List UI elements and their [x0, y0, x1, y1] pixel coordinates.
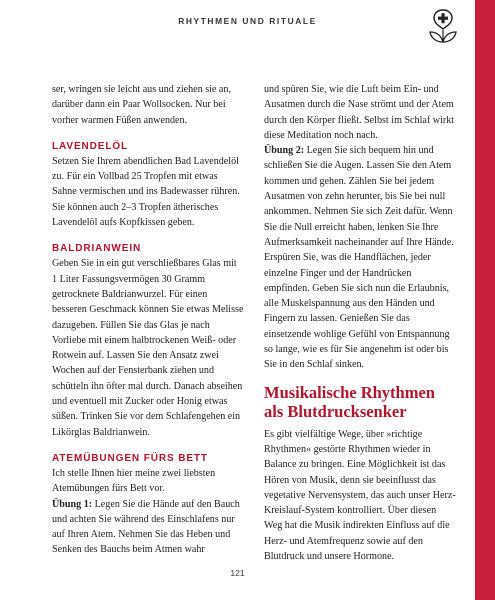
baldrian-paragraph: Geben Sie in ein gut verschließbares Glas mit 1 Liter Fassungsvermögen 30 Gramm getrocknete Baldrianwurzel. Für einen besseren Geschmack können Sie etwas Melisse dazugeben. Füllen Sie das Glas je nach Vorliebe mit einem halbtrockenen Weiß- oder Rotwein auf. Lassen Sie den Ansatz zwei Wochen auf der Fensterbank ziehen und schütteln ihn öfter mal durch. Danach abseihen und eventuell mit Zucker oder Honig etwas süßen. Trinken Sie vor dem Schlafengehen ein Likörglas Baldrianwein. [52, 258, 244, 438]
exercise-1-paragraph [52, 497, 244, 558]
section-paragraph: Es gibt vielfältige Wege, über »richtige Rhythmen« gestörte Rhythmen wieder in Balance zu bringen. Eine Möglichkeit ist das Hören von Musik, denn sie beeinflusst das vegetative Nervensystem, das auch unser Herz-Kreislauf-System kontrolliert. Über diesen Weg hat die Musik indirekten Einfluss auf die Herz- und Atemfrequenz sowie auf den Blutdruck und unsere Hormone. [264, 428, 456, 563]
lavendel-paragraph: Setzen Sie Ihrem abendlichen Bad Lavendelöl zu. Für ein Vollbad 25 Tropfen mit etwas Sahne vermischen und ins Badewasser rühren. Sie können auch 2–3 Tropfen ätherisches Lavendelöl aufs Kopfkissen geben. [52, 155, 240, 229]
page-number: 121 [230, 568, 245, 578]
atem-heading: ATEMÜBUNGEN FÜRS BETT [52, 452, 208, 464]
exercise-1-label: Übung 1: [52, 498, 93, 510]
left-column [52, 82, 244, 558]
exercise-1-text: Legen Sie die Hände auf den Bauch und achten Sie während des Einschlafens nur auf Ihren Atem. Nehmen Sie das Heben und Senken des Bauchs beim Atmen wahr [52, 498, 240, 556]
exercise-1-continuation: und spüren Sie, wie die Luft beim Ein- und Ausatmen durch die Nase strömt und der Atem durch den Körper fließt. Selbst im Schlaf wirkt diese Meditation noch nach. [264, 84, 455, 141]
cross-heart-leaf-icon [428, 8, 458, 44]
section-heading: Musikalische Rhythmen als Blutdrucksenker [264, 382, 435, 421]
exercise-2-paragraph [264, 143, 456, 372]
accent-sidebar [475, 0, 495, 600]
atem-intro-paragraph: Ich stelle Ihnen hier meine zwei liebsten Atemübungen fürs Bett vor. [52, 467, 216, 495]
lavendel-heading: LAVENDELÖL [52, 140, 129, 152]
right-column [264, 82, 456, 564]
baldrian-heading: BALDRIANWEIN [52, 243, 142, 255]
exercise-2-text: Legen Sie sich bequem hin und schließen Sie die Augen. Lassen Sie den Atem kommen und gehen. Zählen Sie bei jedem Ausatmen von zehn herunter, bis Sie bei null ankommen. Nehmen Sie sich Zeit dafür. Wenn Sie die Null erreicht haben, lenken Sie Ihre Aufmerksamkeit nacheinander auf Ihre Hände. Erspüren Sie, was die Handflächen, jeder einzelne Finger und der Handrücken empfinden. Geben Sie sich nun die Erlaubnis, alle Muskelspannung aus den Händen und Fingern zu lassen. Genießen Sie das einsetzende wohlige Gefühl von Entspannung so lange, wie es für Sie angenehm ist oder bis Sie in den Schlaf sinken. [264, 145, 454, 371]
intro-paragraph: ser, wringen sie leicht aus und ziehen sie an, darüber dann ein Paar Wollsocken. Nur bei vorher warmen Füßen anwenden. [52, 84, 231, 126]
running-header: RHYTHMEN UND RITUALE [178, 16, 317, 26]
exercise-2-label: Übung 2: [264, 145, 305, 157]
